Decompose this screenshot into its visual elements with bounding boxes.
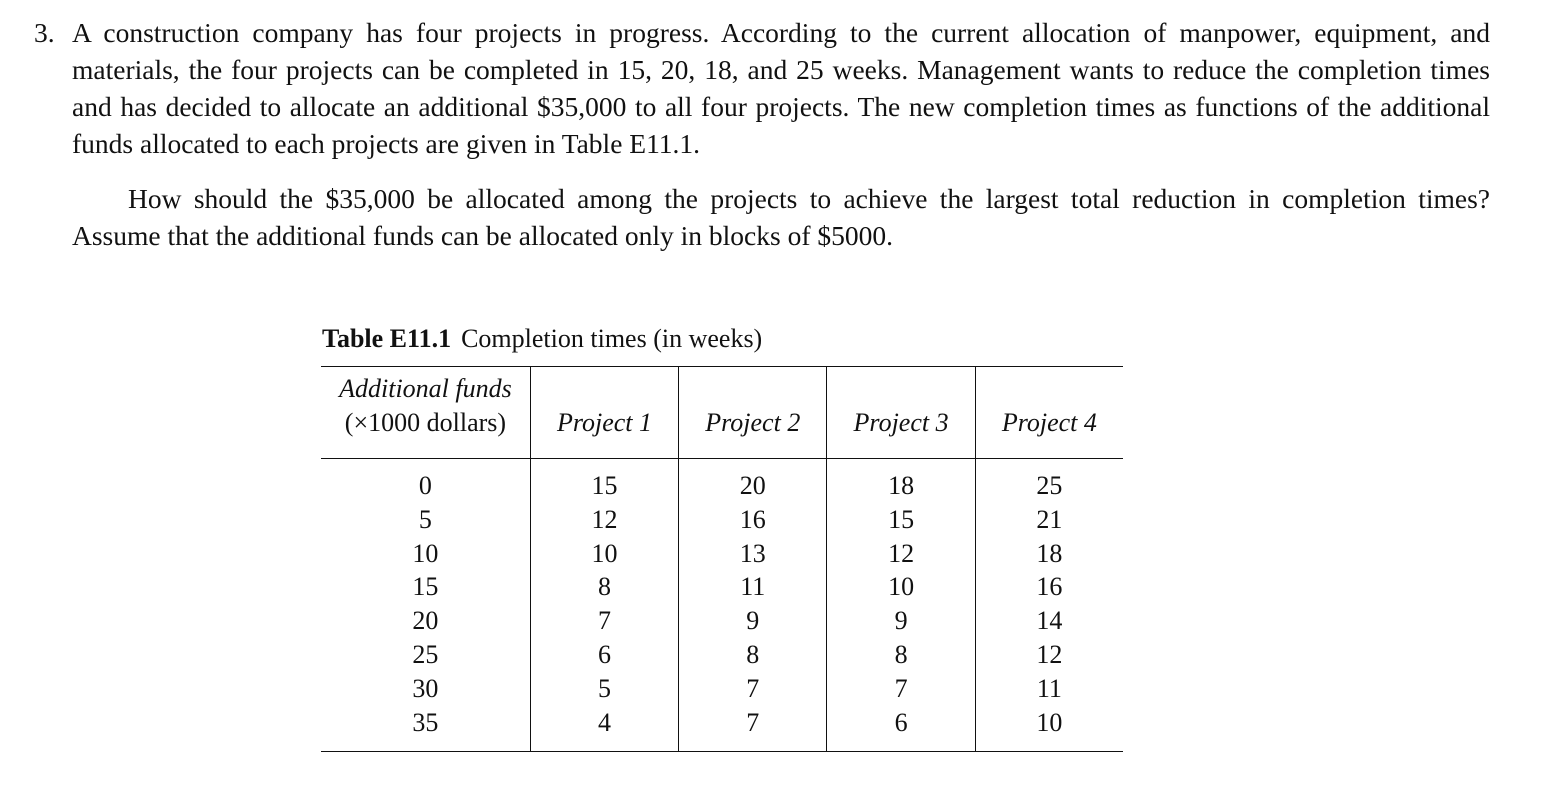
- project-1-cell: 15: [530, 459, 678, 503]
- table-row: [321, 672, 1123, 706]
- project-3-header: Project 3: [827, 367, 975, 459]
- problem-question: How should the $35,000 be allocated among the projects to achieve the largest total reduction in completion times? Assume that the additional funds can be allocated only in blocks of $5000.: [72, 183, 1490, 251]
- project-4-cell: 25: [975, 459, 1123, 503]
- problem-block: [34, 14, 1494, 254]
- project-4-cell: 12: [975, 638, 1123, 672]
- project-4-cell: 18: [975, 537, 1123, 571]
- project-4-cell: 11: [975, 672, 1123, 706]
- funds-cell: 35: [321, 706, 530, 752]
- table-caption-label: Table E11.1: [322, 324, 452, 353]
- table-row: [321, 570, 1123, 604]
- project-1-cell: 8: [530, 570, 678, 604]
- project-2-cell: 11: [679, 570, 827, 604]
- project-3-cell: 6: [827, 706, 975, 752]
- funds-cell: 15: [412, 572, 439, 602]
- project-1-cell: 4: [530, 706, 678, 752]
- table-header-row: [321, 367, 1123, 459]
- funds-cell: 30: [412, 673, 439, 703]
- funds-cell: 5: [418, 504, 432, 534]
- table-row: [321, 604, 1123, 638]
- table-row: [321, 537, 1123, 571]
- table-row: [321, 503, 1123, 537]
- project-2-cell: 8: [679, 638, 827, 672]
- table-caption: [322, 322, 762, 356]
- project-3-cell: 9: [827, 604, 975, 638]
- project-1-cell: 7: [530, 604, 678, 638]
- table-row: [321, 459, 1123, 503]
- project-2-header: Project 2: [679, 367, 827, 459]
- project-1-cell: 10: [530, 537, 678, 571]
- project-2-cell: 7: [679, 672, 827, 706]
- project-1-header: Project 1: [530, 367, 678, 459]
- project-4-cell: 10: [975, 706, 1123, 752]
- funds-cell: 10: [412, 538, 439, 568]
- project-2-cell: 20: [679, 459, 827, 503]
- funds-cell: 25: [412, 639, 439, 669]
- project-4-cell: 14: [975, 604, 1123, 638]
- funds-header-line1: Additional funds: [339, 374, 512, 403]
- project-3-cell: 10: [827, 570, 975, 604]
- project-2-cell: 9: [679, 604, 827, 638]
- project-3-cell: 8: [827, 638, 975, 672]
- problem-number: 3.: [34, 17, 55, 48]
- project-1-cell: 6: [530, 638, 678, 672]
- problem-text: A construction company has four projects in progress. According to the current allocation of manpower, equipment, and materials, the four projects can be completed in 15, 20, 18, and 25 weeks. Management wants to reduce the completion times and has decided to allocate an additional $35,000 to all four projects. The new completion times as functions of the additional funds allocated to each projects are given in Table E11.1.: [72, 17, 1490, 159]
- project-3-cell: 15: [827, 503, 975, 537]
- project-1-cell: 12: [530, 503, 678, 537]
- table-row: [321, 706, 1123, 752]
- funds-header-line2: (×1000 dollars): [344, 408, 507, 437]
- funds-cell: 20: [412, 606, 439, 636]
- project-2-cell: 7: [679, 706, 827, 752]
- table-caption-text: Completion times (in weeks): [461, 324, 763, 353]
- funds-column-header: [321, 367, 530, 459]
- project-3-cell: 12: [827, 537, 975, 571]
- funds-cell: 0: [418, 471, 432, 500]
- project-4-header: Project 4: [975, 367, 1123, 459]
- project-4-cell: 16: [975, 570, 1123, 604]
- project-3-cell: 7: [827, 672, 975, 706]
- completion-times-table: [321, 366, 1123, 752]
- project-2-cell: 13: [679, 537, 827, 571]
- project-4-cell: 21: [975, 503, 1123, 537]
- table-row: [321, 638, 1123, 672]
- problem-statement: [34, 14, 1494, 162]
- project-1-cell: 5: [530, 672, 678, 706]
- project-2-cell: 16: [679, 503, 827, 537]
- project-3-cell: 18: [827, 459, 975, 503]
